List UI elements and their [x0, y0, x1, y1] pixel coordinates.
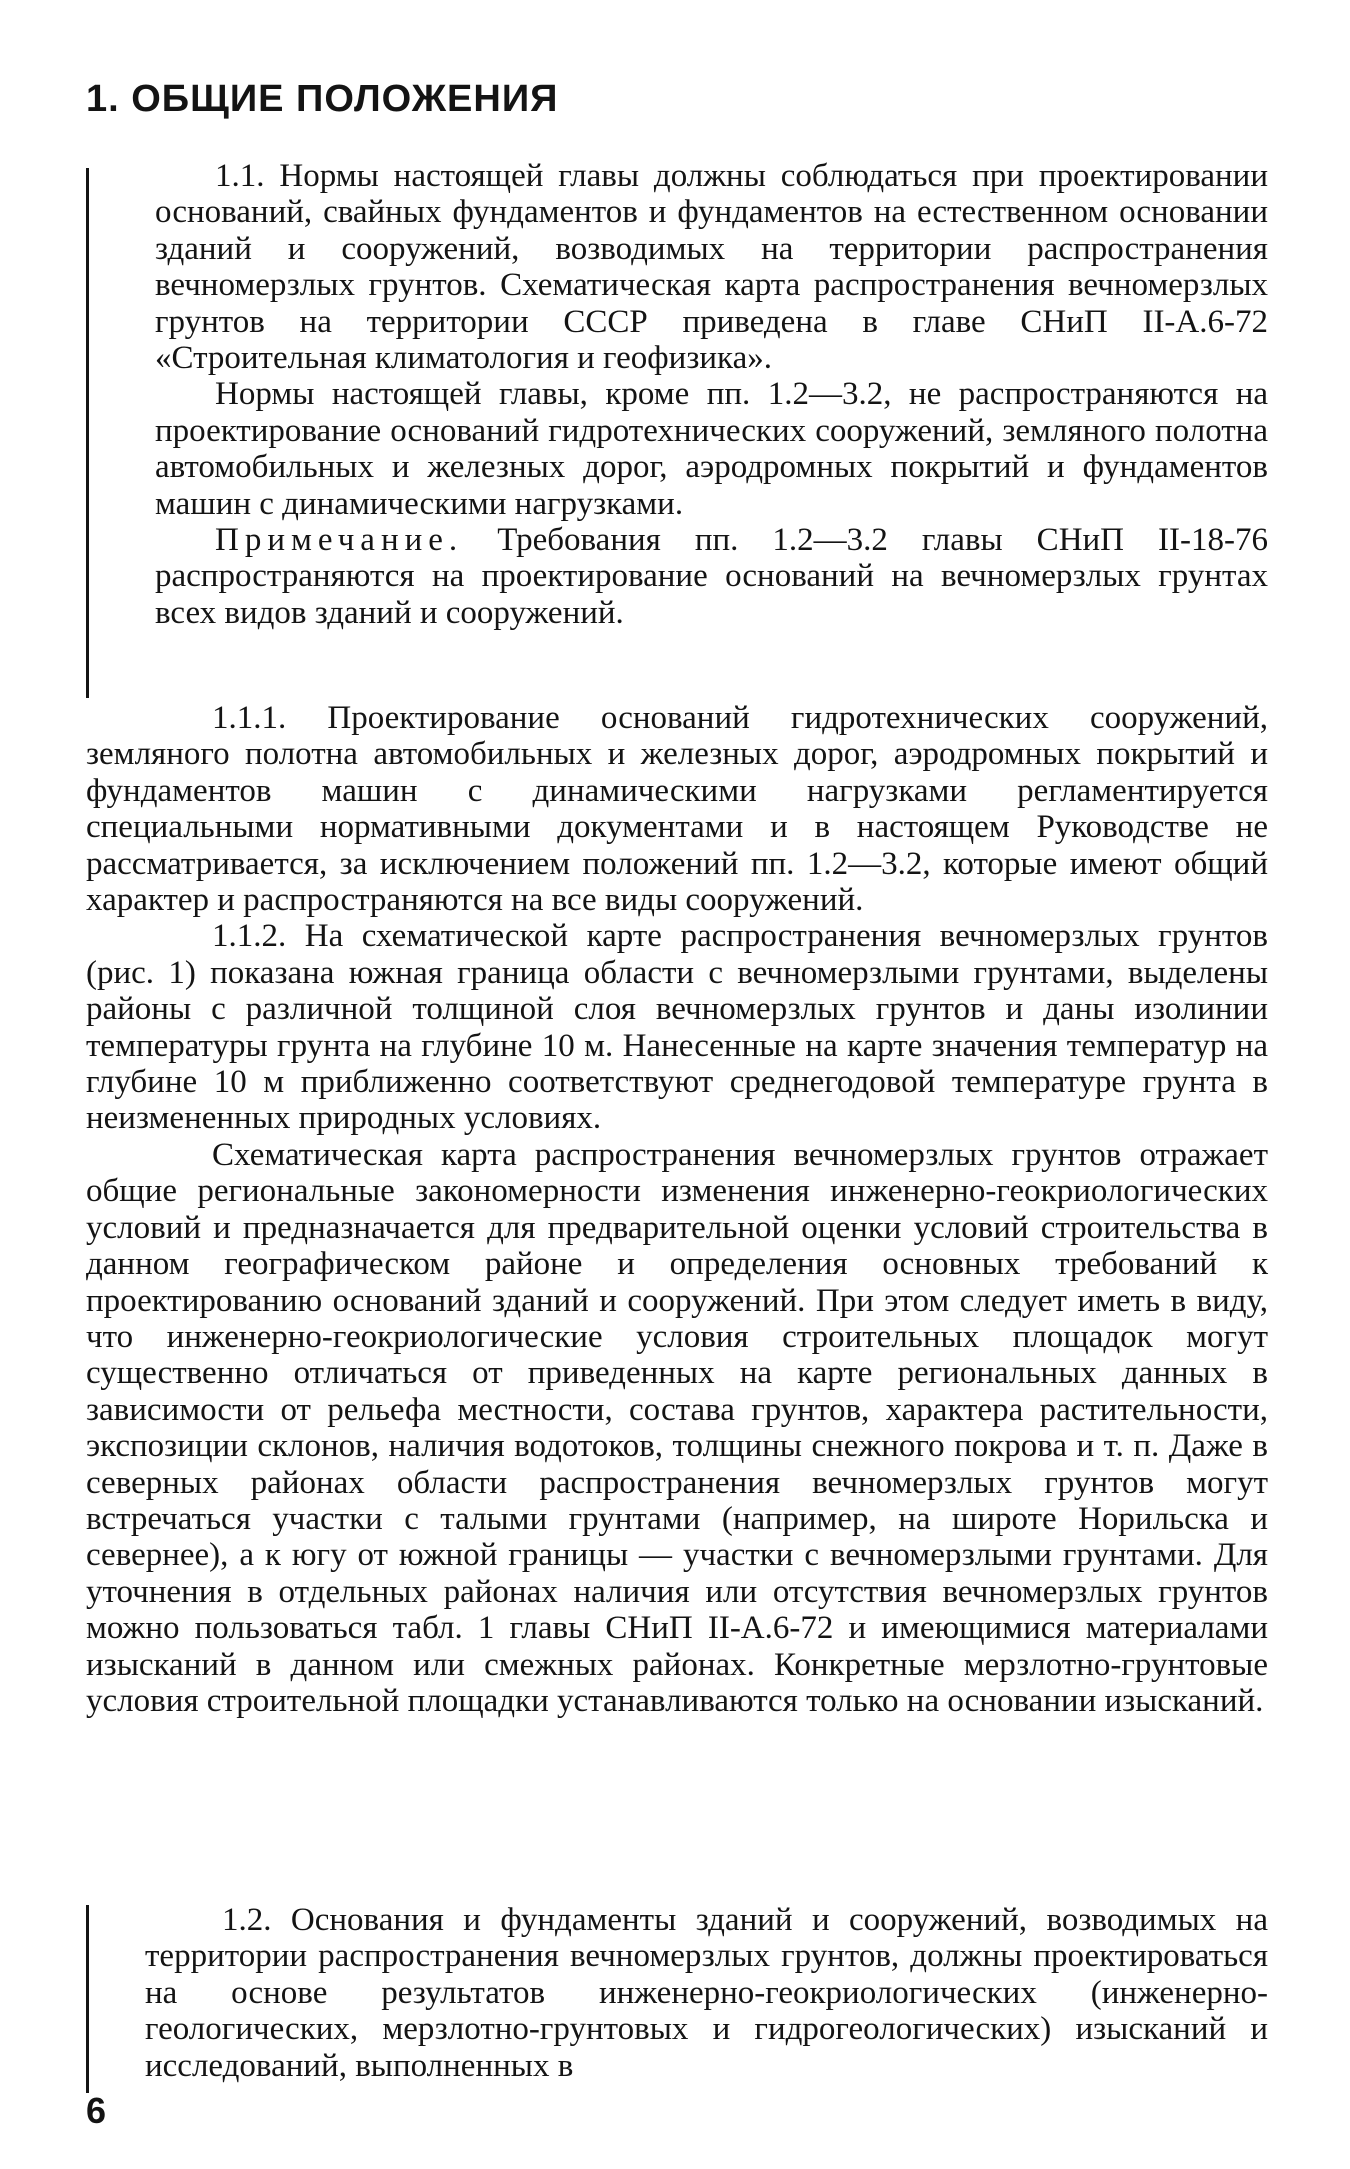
note-label: Примечание. [215, 522, 464, 559]
paragraph-1-1-2: 1.1.2. На схематической карте распространения вечномерзлых грунтов (рис. 1) показана южная граница области с вечномерзлыми грунтами, выделены районы с различной толщиной слоя вечномерзлых грунтов и даны изолинии температуры грунта на глубине 10 м. Нанесенные на карте значения температур на глубине 10 м приближенно соответствуют среднегодовой температуре грунта в неизмененных природных условиях. [86, 918, 1268, 1137]
text-block-1 [155, 158, 1268, 631]
note-text: Требования пп. 1.2—3.2 главы СНиП II-18-76 распространяются на проектирование оснований на вечномерзлых грунтах всех видов зданий и сооружений. [155, 522, 1268, 631]
change-marker-bar [86, 1905, 89, 2093]
text-block-3 [145, 1902, 1268, 2084]
change-marker-bar [86, 168, 89, 698]
section-heading: 1. ОБЩИЕ ПОЛОЖЕНИЯ [86, 78, 559, 120]
paragraph-1-2: 1.2. Основания и фундаменты зданий и сооружений, возводимых на территории распространения вечномерзлых грунтов, должны проектироваться на основе результатов инженерно-геокриологических (инженерно-геологических, мерзлотно-грунтовых и гидрогеологических) изысканий и исследований, выполненных в [145, 1902, 1268, 2084]
paragraph-map: Схематическая карта распространения вечномерзлых грунтов отражает общие региональные закономерности изменения инженерно-геокриологических условий и предназначается для предварительной оценки условий строительства в данном географическом районе и определения основных требований к проектированию оснований зданий и сооружений. При этом следует иметь в виду, что инженерно-геокриологические условия строительных площадок могут существенно отличаться от приведенных на карте региональных данных в зависимости от рельефа местности, состава грунтов, характера растительности, экспозиции склонов, наличия водотоков, толщины снежного покрова и т. п. Даже в северных районах области распространения вечномерзлых грунтов могут встречаться участки с талыми грунтами (например, на широте Норильска и севернее), а к югу от южной границы — участки с вечномерзлыми грунтами. Для уточнения в отдельных районах наличия или отсутствия вечномерзлых грунтов можно пользоваться табл. 1 главы СНиП II-А.6-72 и имеющимися материалами изысканий в данном или смежных районах. Конкретные мерзлотно-грунтовые условия строительной площадки устанавливаются только на основании изысканий. [86, 1136, 1268, 1719]
note-paragraph [155, 522, 1268, 631]
page-number: 6 [86, 2090, 107, 2131]
paragraph-1-1: 1.1. Нормы настоящей главы должны соблюдаться при проектировании оснований, свайных фундаментов и фундаментов на естественном основании зданий и сооружений, возводимых на территории распространения вечномерзлых грунтов. Схематическая карта распространения вечномерзлых грунтов на территории СССР приведена в главе СНиП II-А.6-72 «Строительная климатология и геофизика». [155, 158, 1268, 377]
text-block-2 [86, 700, 1268, 1719]
paragraph-1-1-scope: Нормы настоящей главы, кроме пп. 1.2—3.2, не распространяются на проектирование оснований гидротехнических сооружений, земляного полотна автомобильных и железных дорог, аэродромных покрытий и фундаментов машин с динамическими нагрузками. [155, 376, 1268, 522]
paragraph-1-1-1: 1.1.1. Проектирование оснований гидротехнических сооружений, земляного полотна автомобильных и железных дорог, аэродромных покрытий и фундаментов машин с динамическими нагрузками регламентируется специальными нормативными документами и в настоящем Руководстве не рассматривается, за исключением положений пп. 1.2—3.2, которые имеют общий характер и распространяются на все виды сооружений. [86, 700, 1268, 919]
